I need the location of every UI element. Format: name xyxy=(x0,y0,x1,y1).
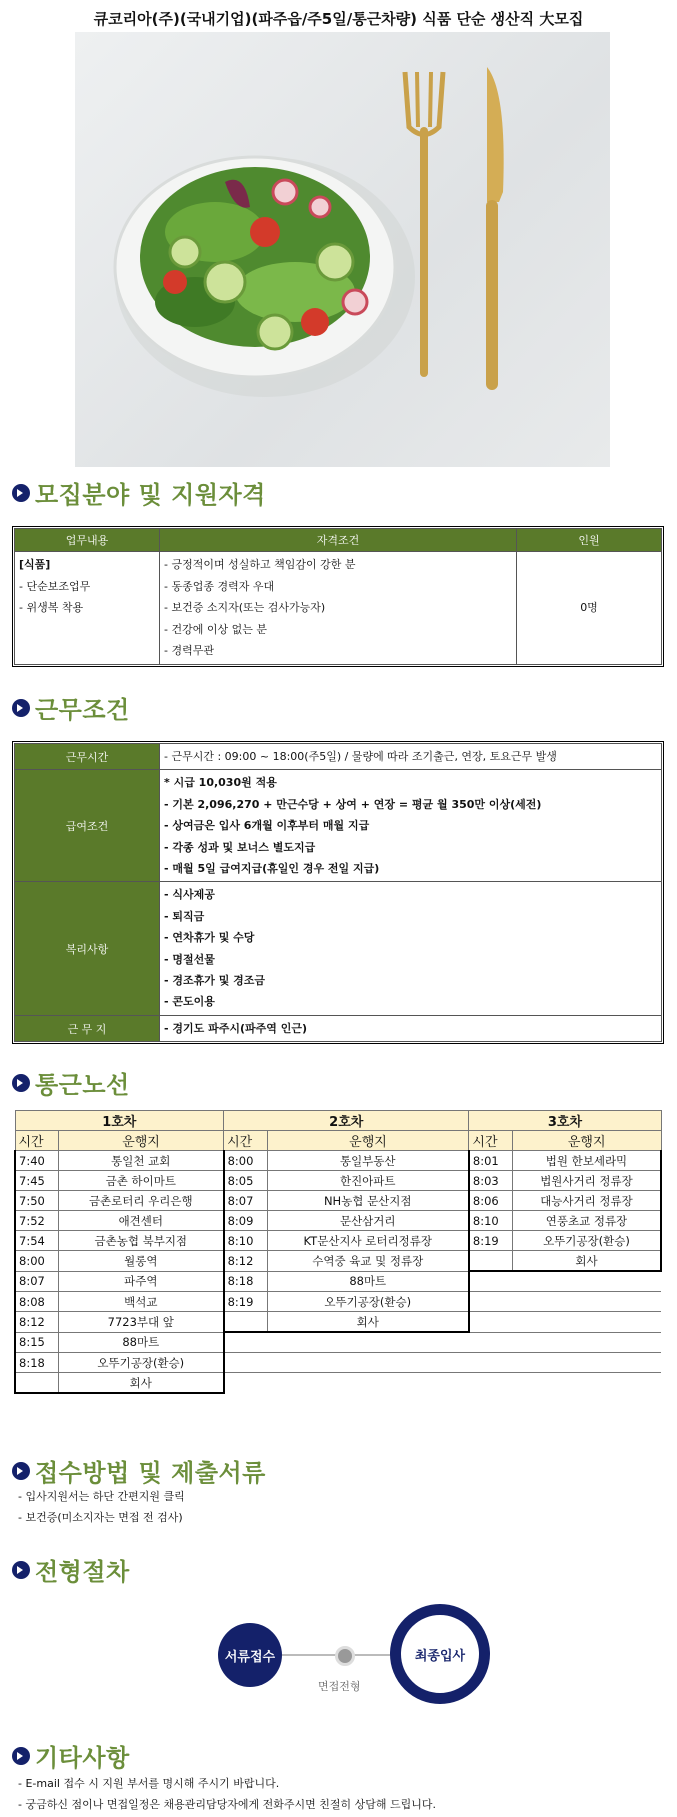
empty-cell xyxy=(512,1271,661,1292)
etc-line: - E-mail 접수 시 지원 부서를 명시해 주시기 바랍니다. xyxy=(18,1777,280,1790)
time-header: 시간 xyxy=(224,1131,268,1151)
stop-time: 8:05 xyxy=(224,1171,268,1191)
stop-name: 회사 xyxy=(267,1312,469,1333)
stop-time: 7:52 xyxy=(15,1211,59,1231)
stop-time: 8:06 xyxy=(469,1191,513,1211)
recruit-table xyxy=(14,528,662,665)
stop-name: 애견센터 xyxy=(59,1211,224,1231)
step-interview-dot xyxy=(335,1646,355,1666)
section-title: 통근노선 xyxy=(35,1071,130,1099)
bus-row xyxy=(15,1231,661,1251)
section-bullet-icon xyxy=(12,1462,30,1480)
stop-time: 8:18 xyxy=(224,1271,268,1292)
empty-cell xyxy=(224,1353,268,1373)
section-bullet-icon xyxy=(12,1561,30,1579)
section-title: 접수방법 및 제출서류 xyxy=(35,1459,266,1487)
process-diagram xyxy=(0,1580,677,1720)
empty-cell xyxy=(469,1332,513,1353)
label-hours: 근무시간 xyxy=(15,744,160,770)
bus-header: 2호차 xyxy=(224,1111,469,1131)
bus-row xyxy=(15,1353,661,1373)
section-conditions xyxy=(12,690,130,725)
qualification-line: - 보건증 소지자(또는 검사가능자) xyxy=(164,601,326,614)
qualification-line: - 긍정적이며 성실하고 책임감이 강한 분 xyxy=(164,558,356,571)
pay-line: * 시급 10,030원 적용 xyxy=(164,776,277,790)
qualification-line: - 동종업종 경력자 우대 xyxy=(164,579,275,593)
hero-image xyxy=(75,32,610,467)
stop-time: 7:45 xyxy=(15,1171,59,1191)
header-count: 인원 xyxy=(517,529,662,552)
time-header: 시간 xyxy=(469,1131,513,1151)
empty-cell xyxy=(224,1332,268,1353)
step-label: 최종입사 xyxy=(414,1648,466,1664)
stop-header: 운행지 xyxy=(267,1131,469,1151)
welfare-line: - 명절선물 xyxy=(164,952,215,966)
stop-time: 8:12 xyxy=(224,1251,268,1272)
header-qualification: 자격조건 xyxy=(160,529,517,552)
qualification-cell xyxy=(160,552,517,665)
conditions-table xyxy=(14,743,662,1042)
section-title: 모집분야 및 지원자격 xyxy=(35,481,266,509)
qualification-line: - 건강에 이상 없는 분 xyxy=(164,622,267,636)
empty-cell xyxy=(512,1292,661,1312)
section-bullet-icon xyxy=(12,1074,30,1092)
stop-time: 7:40 xyxy=(15,1151,59,1171)
duty-line: - 위생복 착용 xyxy=(19,601,84,614)
count-cell: 0명 xyxy=(517,552,662,665)
welfare-line: - 연차휴가 및 수당 xyxy=(164,931,255,945)
section-bullet-icon xyxy=(12,699,30,717)
stop-time: 8:15 xyxy=(15,1332,59,1353)
welfare-line: - 식사제공 xyxy=(164,888,215,902)
bus-row xyxy=(15,1292,661,1312)
empty-cell xyxy=(512,1312,661,1333)
bus-row xyxy=(15,1373,661,1394)
duty-line: - 단순보조업무 xyxy=(19,579,91,593)
stop-name: 88마트 xyxy=(59,1332,224,1353)
empty-cell xyxy=(267,1353,469,1373)
duty-line: [식품] xyxy=(19,558,51,571)
stop-time xyxy=(224,1312,268,1333)
time-header: 시간 xyxy=(15,1131,59,1151)
bus-row xyxy=(15,1251,661,1272)
stop-name: 회사 xyxy=(512,1251,661,1272)
empty-cell xyxy=(469,1292,513,1312)
bus-row xyxy=(15,1211,661,1231)
etc-line: - 궁금하신 점이나 면접일정은 채용관리담당자에게 전화주시면 친절히 상담해 드립니다. xyxy=(18,1798,436,1811)
stop-time: 8:07 xyxy=(15,1271,59,1292)
stop-time: 8:10 xyxy=(469,1211,513,1231)
stop-header: 운행지 xyxy=(512,1131,661,1151)
stop-name: 한진아파트 xyxy=(267,1171,469,1191)
pay-line: - 매월 5일 급여지급(휴일인 경우 전일 지급) xyxy=(164,862,380,876)
stop-name: 문산삼거리 xyxy=(267,1211,469,1231)
bus-header: 3호차 xyxy=(469,1111,661,1131)
bus-row xyxy=(15,1312,661,1333)
bus-row xyxy=(15,1271,661,1292)
apply-line: - 입사지원서는 하단 간편지원 클릭 xyxy=(18,1490,185,1503)
stop-time: 8:01 xyxy=(469,1151,513,1171)
duty-cell xyxy=(15,552,160,665)
stop-time: 8:03 xyxy=(469,1171,513,1191)
stop-header: 운행지 xyxy=(59,1131,224,1151)
stop-time xyxy=(15,1373,59,1394)
stop-time: 7:50 xyxy=(15,1191,59,1211)
stop-time: 8:00 xyxy=(224,1151,268,1171)
empty-cell xyxy=(469,1373,513,1394)
bus-route-table xyxy=(14,1110,662,1394)
step-final xyxy=(390,1604,490,1704)
stop-time: 8:19 xyxy=(224,1292,268,1312)
stop-time: 8:08 xyxy=(15,1292,59,1312)
stop-time: 8:12 xyxy=(15,1312,59,1333)
stop-name: 금촌 하이마트 xyxy=(59,1171,224,1191)
section-bullet-icon xyxy=(12,484,30,502)
welfare-line: - 퇴직금 xyxy=(164,909,205,923)
empty-cell xyxy=(469,1271,513,1292)
step-label: 면접전형 xyxy=(318,1680,361,1693)
bus-row xyxy=(15,1171,661,1191)
welfare-line: - 경조휴가 및 경조금 xyxy=(164,974,266,988)
step-document xyxy=(218,1623,282,1687)
stop-time xyxy=(469,1251,513,1272)
section-title: 전형절차 xyxy=(35,1558,130,1586)
empty-cell xyxy=(267,1373,469,1394)
location-value: - 경기도 파주시(파주역 인근) xyxy=(160,1015,662,1041)
stop-time: 8:10 xyxy=(224,1231,268,1251)
stop-time: 8:19 xyxy=(469,1231,513,1251)
section-commute xyxy=(12,1065,130,1100)
stop-time: 8:07 xyxy=(224,1191,268,1211)
label-location: 근 무 지 xyxy=(15,1015,160,1041)
pay-value xyxy=(160,770,662,882)
pay-line: - 기본 2,096,270 + 만근수당 + 상여 + 연장 = 평균 월 350만 이상(세전) xyxy=(164,797,542,811)
bus-row xyxy=(15,1191,661,1211)
pay-line: - 각종 성과 및 보너스 별도지급 xyxy=(164,840,316,854)
stop-name: 통일천 교회 xyxy=(59,1151,224,1171)
stop-name: 오뚜기공장(환승) xyxy=(512,1231,661,1251)
empty-cell xyxy=(512,1373,661,1394)
qualification-line: - 경력무관 xyxy=(164,644,214,657)
bus-row xyxy=(15,1151,661,1171)
stop-time: 8:09 xyxy=(224,1211,268,1231)
stop-name: 7723부대 앞 xyxy=(59,1312,224,1333)
bus-header: 1호차 xyxy=(15,1111,224,1131)
empty-cell xyxy=(512,1353,661,1373)
stop-name: 법원사거리 정류장 xyxy=(512,1171,661,1191)
stop-name: 연풍초교 정류장 xyxy=(512,1211,661,1231)
stop-name: 금촌농협 북부지점 xyxy=(59,1231,224,1251)
stop-name: 파주역 xyxy=(59,1271,224,1292)
section-apply xyxy=(12,1453,266,1488)
empty-cell xyxy=(512,1332,661,1353)
apply-line: - 보건증(미소지자는 면접 전 검사) xyxy=(18,1511,183,1524)
stop-name: 금촌로터리 우리은행 xyxy=(59,1191,224,1211)
stop-time: 8:00 xyxy=(15,1251,59,1272)
stop-name: KT문산지사 로터리정류장 xyxy=(267,1231,469,1251)
stop-name: 대능사거리 정류장 xyxy=(512,1191,661,1211)
stop-name: 통일부동산 xyxy=(267,1151,469,1171)
stop-name: 오뚜기공장(환승) xyxy=(267,1292,469,1312)
empty-cell xyxy=(267,1332,469,1353)
section-bullet-icon xyxy=(12,1747,30,1765)
stop-name: 백석교 xyxy=(59,1292,224,1312)
section-etc xyxy=(12,1738,130,1773)
stop-time: 8:18 xyxy=(15,1353,59,1373)
stop-name: 88마트 xyxy=(267,1271,469,1292)
section-recruit xyxy=(12,475,266,510)
empty-cell xyxy=(469,1353,513,1373)
bus-row xyxy=(15,1332,661,1353)
label-welfare: 복리사항 xyxy=(15,882,160,1015)
stop-name: 오뚜기공장(환승) xyxy=(59,1353,224,1373)
section-title: 기타사항 xyxy=(35,1744,130,1772)
stop-name: 월롱역 xyxy=(59,1251,224,1272)
label-pay: 급여조건 xyxy=(15,770,160,882)
page-title: 큐코리아(주)(국내기업)(파주읍/주5일/통근차량) 식품 단순 생산직 大모집 xyxy=(93,10,584,28)
hours-value: - 근무시간 : 09:00 ~ 18:00(주5일) / 물량에 따라 조기출근, 연장, 토요근무 발생 xyxy=(160,744,662,770)
stop-name: 수역중 육교 및 정류장 xyxy=(267,1251,469,1272)
pay-line: - 상여금은 입사 6개월 이후부터 매월 지급 xyxy=(164,819,370,833)
stop-time: 7:54 xyxy=(15,1231,59,1251)
welfare-value xyxy=(160,882,662,1015)
section-title: 근무조건 xyxy=(35,696,130,724)
stop-name: 회사 xyxy=(59,1373,224,1394)
empty-cell xyxy=(469,1312,513,1333)
stop-name: 법원 한보세라믹 xyxy=(512,1151,661,1171)
welfare-line: - 콘도이용 xyxy=(164,995,215,1009)
step-label: 서류접수 xyxy=(224,1649,276,1665)
header-duty: 업무내용 xyxy=(15,529,160,552)
stop-name: NH농협 문산지점 xyxy=(267,1191,469,1211)
empty-cell xyxy=(224,1373,268,1394)
